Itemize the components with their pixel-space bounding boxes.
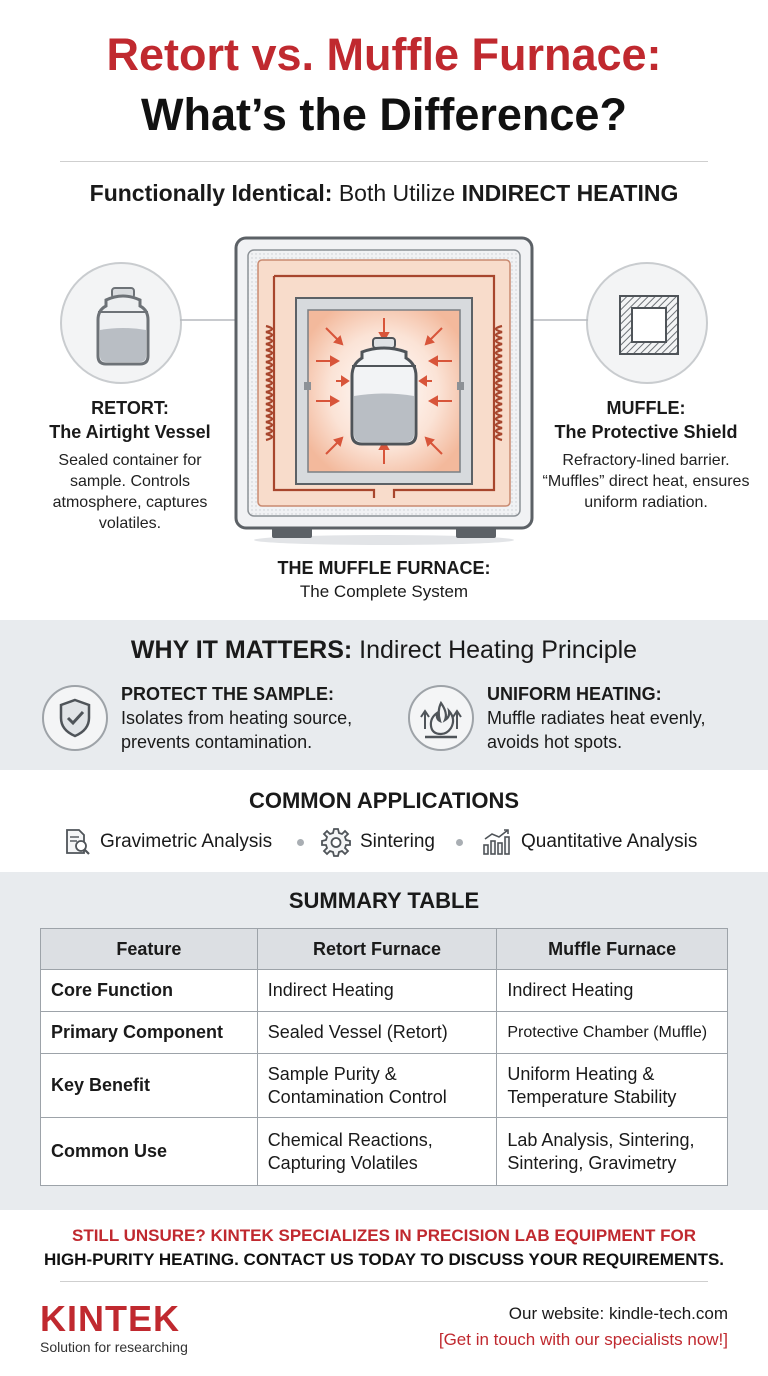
table-cell-muffle: Indirect Heating bbox=[497, 970, 728, 1012]
furnace-subheading: The Complete System bbox=[299, 582, 469, 601]
application-gravimetric-label: Gravimetric Analysis bbox=[100, 831, 273, 852]
why-rest: Indirect Heating Principle bbox=[352, 636, 638, 664]
table-cell-feature: Key Benefit bbox=[41, 1054, 258, 1118]
application-quantitative-label: Quantitative Analysis bbox=[521, 831, 698, 852]
bar-chart-icon bbox=[481, 827, 513, 857]
summary-title: SUMMARY TABLE bbox=[288, 888, 480, 913]
muffle-heading: MUFFLE: bbox=[606, 398, 686, 418]
table-cell-retort: Sample Purity & Contamination Control bbox=[257, 1054, 497, 1118]
benefit-protect-sample bbox=[121, 682, 391, 754]
table-row bbox=[41, 1118, 728, 1186]
retort-description-block bbox=[22, 396, 238, 534]
benefit-protect-text: Isolates from heating source, prevents contamination. bbox=[121, 708, 353, 752]
subtitle-emphasis: INDIRECT HEATING bbox=[461, 180, 679, 206]
retort-heading: RETORT: bbox=[91, 398, 169, 418]
muffle-subheading: The Protective Shield bbox=[554, 422, 738, 442]
table-cell-feature: Common Use bbox=[41, 1118, 258, 1186]
brand-logo: KINTEK bbox=[40, 1298, 180, 1339]
retort-description: Sealed container for sample. Controls atmosphere, captures volatiles. bbox=[52, 452, 208, 532]
furnace-caption bbox=[184, 556, 584, 604]
summary-table bbox=[40, 928, 728, 1186]
why-lead: WHY IT MATTERS: bbox=[130, 636, 353, 664]
gear-icon bbox=[320, 827, 352, 857]
furnace-heading: THE MUFFLE FURNACE: bbox=[277, 558, 491, 578]
document-magnifier-icon bbox=[62, 827, 92, 857]
retort-subheading: The Airtight Vessel bbox=[49, 422, 211, 442]
footer-divider bbox=[60, 1281, 708, 1282]
column-header-muffle: Muffle Furnace bbox=[497, 929, 728, 970]
subtitle bbox=[0, 180, 768, 207]
muffle-description: Refractory-lined barrier. “Muffles” direct heat, ensures uniform radiation. bbox=[542, 452, 750, 511]
muffle-shield-icon bbox=[586, 262, 708, 384]
column-header-feature: Feature bbox=[41, 929, 258, 970]
contact-specialists-link[interactable]: [Get in touch with our specialists now!] bbox=[438, 1330, 728, 1349]
cta-line-2: HIGH-PURITY HEATING. CONTACT US TODAY TO DISCUSS YOUR REQUIREMENTS. bbox=[43, 1250, 725, 1269]
why-it-matters-title bbox=[0, 636, 768, 665]
flame-heat-icon bbox=[408, 685, 474, 751]
retort-vessel-icon bbox=[60, 262, 182, 384]
page-title-line-1: Retort vs. Muffle Furnace: bbox=[106, 29, 662, 80]
brand-tagline: Solution for researching bbox=[40, 1339, 188, 1355]
benefit-uniform-title: UNIFORM HEATING: bbox=[487, 684, 662, 704]
separator-dot bbox=[297, 839, 304, 846]
table-cell-feature: Primary Component bbox=[41, 1012, 258, 1054]
table-row bbox=[41, 1054, 728, 1118]
subtitle-lead: Functionally Identical: bbox=[89, 180, 333, 206]
table-cell-retort: Sealed Vessel (Retort) bbox=[257, 1012, 497, 1054]
call-to-action bbox=[0, 1224, 768, 1272]
website-link[interactable]: Our website: kindle-tech.com bbox=[508, 1304, 728, 1323]
muffle-description-block bbox=[536, 396, 756, 513]
application-quantitative bbox=[481, 827, 697, 857]
application-gravimetric bbox=[62, 827, 272, 857]
title-divider bbox=[60, 161, 708, 162]
table-row bbox=[41, 1012, 728, 1054]
table-row bbox=[41, 970, 728, 1012]
table-cell-retort: Indirect Heating bbox=[257, 970, 497, 1012]
muffle-chamber-icon bbox=[588, 264, 710, 386]
table-cell-muffle: Lab Analysis, Sintering, Sintering, Gravimetry bbox=[497, 1118, 728, 1186]
table-cell-muffle: Protective Chamber (Muffle) bbox=[497, 1012, 728, 1054]
column-header-retort: Retort Furnace bbox=[257, 929, 497, 970]
application-sintering-label: Sintering bbox=[360, 831, 435, 852]
muffle-furnace-illustration bbox=[234, 236, 534, 546]
benefit-protect-title: PROTECT THE SAMPLE: bbox=[121, 684, 335, 704]
shield-check-icon bbox=[42, 685, 108, 751]
table-header-row bbox=[41, 929, 728, 970]
benefit-uniform-heating bbox=[487, 682, 747, 754]
table-cell-feature: Core Function bbox=[41, 970, 258, 1012]
benefit-uniform-text: Muffle radiates heat evenly, avoids hot spots. bbox=[487, 708, 706, 752]
applications-title: COMMON APPLICATIONS bbox=[248, 788, 520, 813]
page-title-line-2: What’s the Difference? bbox=[141, 89, 627, 140]
cta-line-1: STILL UNSURE? KINTEK SPECIALIZES IN PRECISION LAB EQUIPMENT FOR bbox=[71, 1226, 696, 1245]
table-cell-retort: Chemical Reactions, Capturing Volatiles bbox=[257, 1118, 497, 1186]
separator-dot bbox=[456, 839, 463, 846]
table-cell-muffle: Uniform Heating & Temperature Stability bbox=[497, 1054, 728, 1118]
retort-jar-icon bbox=[62, 264, 184, 386]
application-sintering bbox=[320, 827, 435, 857]
subtitle-middle: Both Utilize bbox=[332, 180, 462, 206]
